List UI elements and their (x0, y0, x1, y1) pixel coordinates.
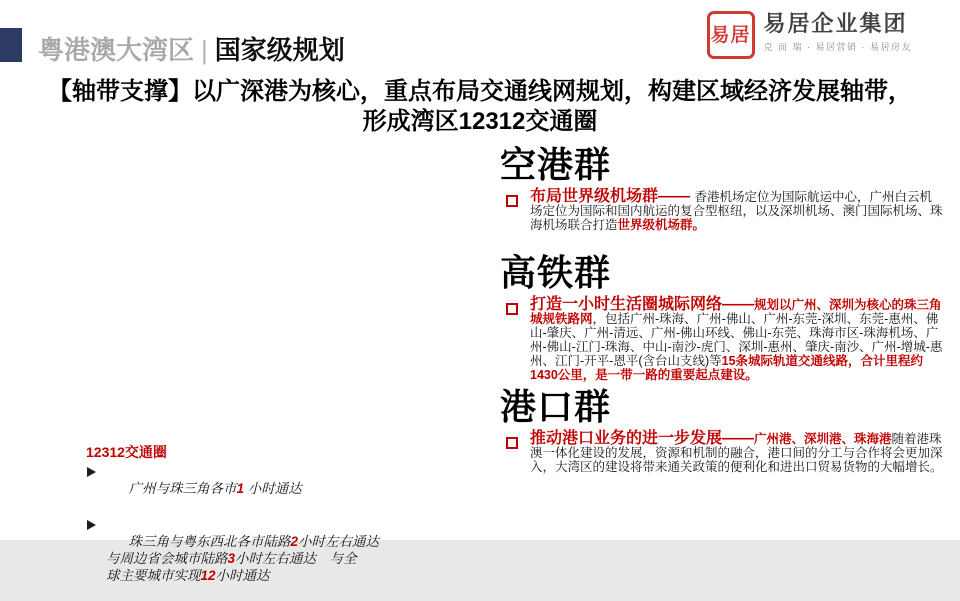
highspeed-rail-paragraph (504, 298, 944, 382)
headline-line-1: 【轴带支撑】以广深港为核心，重点布局交通线网规划，构建区域经济发展轴带， (48, 78, 912, 105)
text-span: 15条城际轨道交通线路，合计里程约1430公里，是一带一路的重要起点建设。 (530, 354, 924, 382)
text-span: 珠三角与粤东西北各市陆路 (128, 534, 291, 549)
text-span: 小时左右通达 与全 球主要城市实现 (106, 551, 357, 583)
logo-text (764, 11, 913, 53)
text-span: 1 (236, 481, 245, 496)
content-right-column (500, 144, 944, 474)
square-bullet-icon (506, 437, 518, 449)
logo-tagline: 克 而 瑞 · 易居营销 · 易居房友 (763, 42, 912, 53)
text-span: 世界级机场群。 (617, 218, 706, 232)
text-span: 广州与珠三角各市 (128, 481, 237, 496)
text-span: 3 (227, 551, 236, 566)
text-span: 香港机场定位为国际航运中心，广州白云机场定位为国际和国内航运的复合型枢纽，以及深圳机场、澳门国际机场、珠海机场联合打造 (530, 190, 943, 232)
page-title-region: 粤港澳大湾区 (38, 35, 195, 65)
traffic-item-text (106, 534, 379, 583)
headline-banner (0, 77, 960, 137)
traffic-item-text (129, 481, 302, 496)
yiju-seal-icon: 易居 (707, 11, 755, 59)
text-span: 2 (290, 534, 299, 549)
title-separator: | (201, 35, 208, 65)
section-heading-airport-group: 空港群 (500, 144, 612, 185)
header-accent-square (0, 28, 22, 62)
company-logo (707, 11, 913, 59)
text-span: 广州港、深圳港、珠海港 (754, 432, 892, 446)
text-span: 布局世界级机场群—— (530, 188, 695, 205)
logo-company-name: 易居企业集团 (763, 11, 908, 36)
text-span: 打造一小时生活圈城际网络—— (530, 296, 755, 313)
port-group-paragraph (504, 432, 944, 474)
text-span: 小时通达 (215, 568, 270, 583)
list-item (86, 516, 498, 601)
traffic-circle-title: 12312交通圈 (86, 444, 167, 460)
page-title (38, 30, 345, 67)
text-span: 推动港口业务的进一步发展—— (530, 430, 755, 447)
text-span: 12 (200, 568, 216, 583)
text-span: 规划以广州、深圳为核心的珠三角城规铁路网 (530, 298, 942, 326)
section-heading-port-group: 港口群 (500, 386, 612, 427)
headline-line-2: 形成湾区12312交通圈 (362, 108, 598, 135)
port-group-text (530, 432, 944, 474)
text-span: ，包括广州-珠海、广州-佛山、广州-东莞-深圳、东莞-惠州、佛山-肇庆、广州-清远、广州-佛山环线、佛山-东莞、珠海市区-珠海机场、广州-佛山-江门-珠海、中山-南沙-虎门、深圳-惠州、肇庆-南沙、广州-增城-惠州、江门-开平-恩平(含台山支线)等 (530, 312, 943, 368)
airport-group-text (530, 190, 944, 232)
text-span: 随着港珠澳一体化建设的发展，资源和机制的融合，港口间的分工与合作将会更加深入，大湾区的建设将带来通关政策的便利化和进出口贸易货物的大幅增长。 (530, 432, 943, 474)
highspeed-rail-text (530, 298, 944, 382)
text-span: 小时通达 (244, 481, 302, 496)
square-bullet-icon (506, 303, 518, 315)
page-title-topic: 国家级规划 (214, 35, 345, 65)
airport-group-paragraph (504, 190, 944, 232)
square-bullet-icon (506, 195, 518, 207)
section-heading-highspeed-rail-group: 高铁群 (500, 252, 612, 293)
text-span: 小时左右通达 与周边省会城市陆路 (106, 534, 380, 566)
list-item (86, 463, 498, 514)
arrow-bullet-icon (87, 467, 96, 477)
traffic-circle-block (86, 443, 498, 601)
arrow-bullet-icon (87, 520, 96, 530)
